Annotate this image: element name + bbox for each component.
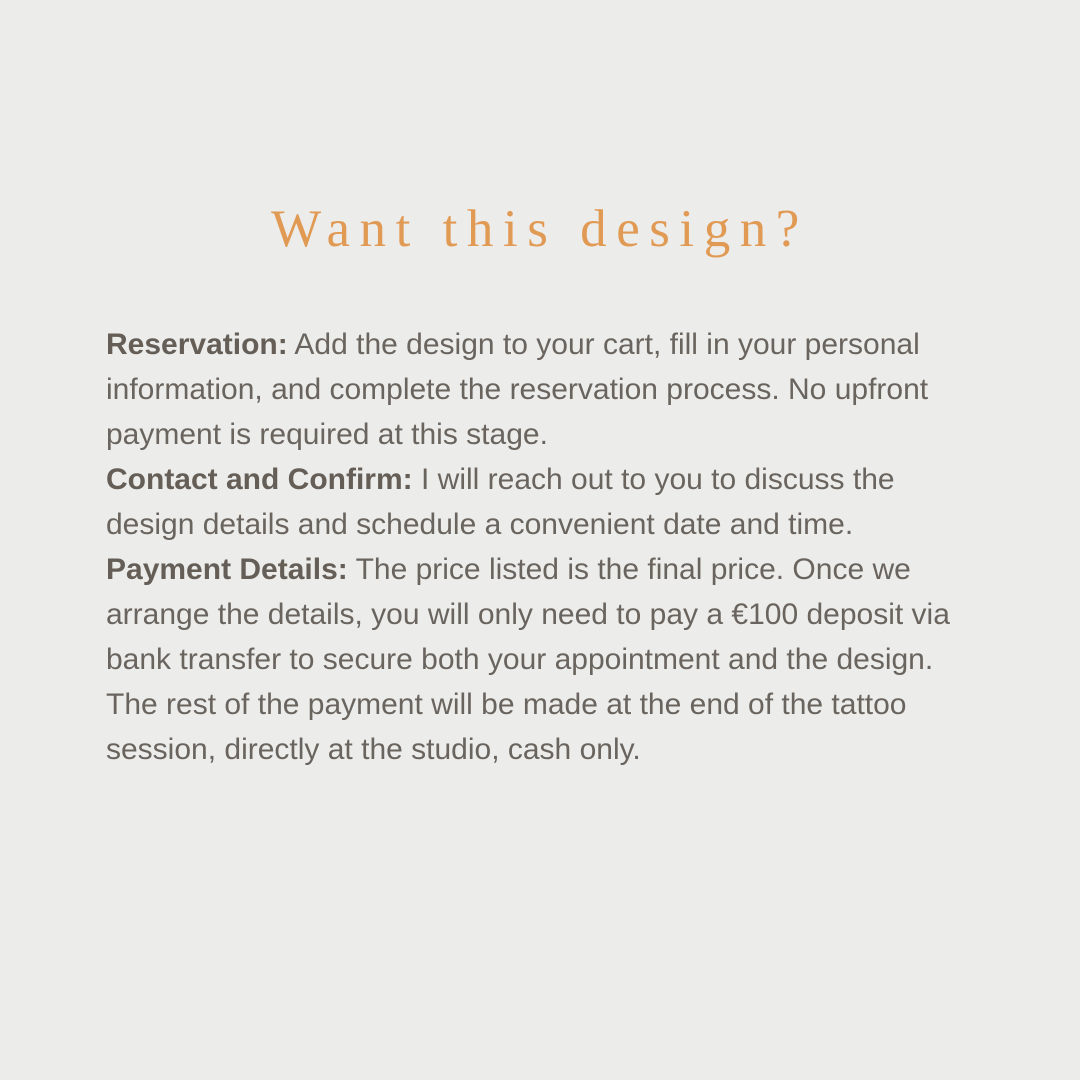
section-contact-confirm-text: I will reach out to you to discuss the design details and schedule a convenient date and time. — [106, 463, 895, 541]
section-payment-details-text: The price listed is the final price. Once we arrange the details, you will only need to pay a €100 deposit via bank transfer to secure both your appointment and the design. The rest of the payment will be made at the end of the tattoo session, directly at the studio, cash only. — [106, 553, 950, 766]
section-reservation-text: Add the design to your cart, fill in your personal information, and complete the reservation process. No upfront payment is required at this stage. — [106, 328, 929, 451]
section-reservation — [106, 322, 978, 457]
page-title: Want this design? — [271, 200, 809, 258]
section-payment-details — [106, 547, 978, 772]
section-contact-confirm — [106, 457, 978, 547]
section-payment-details-label: Payment Details: — [106, 553, 348, 586]
section-contact-confirm-label: Contact and Confirm: — [106, 463, 413, 496]
section-reservation-label: Reservation: — [106, 328, 288, 361]
info-text-block — [106, 322, 978, 772]
